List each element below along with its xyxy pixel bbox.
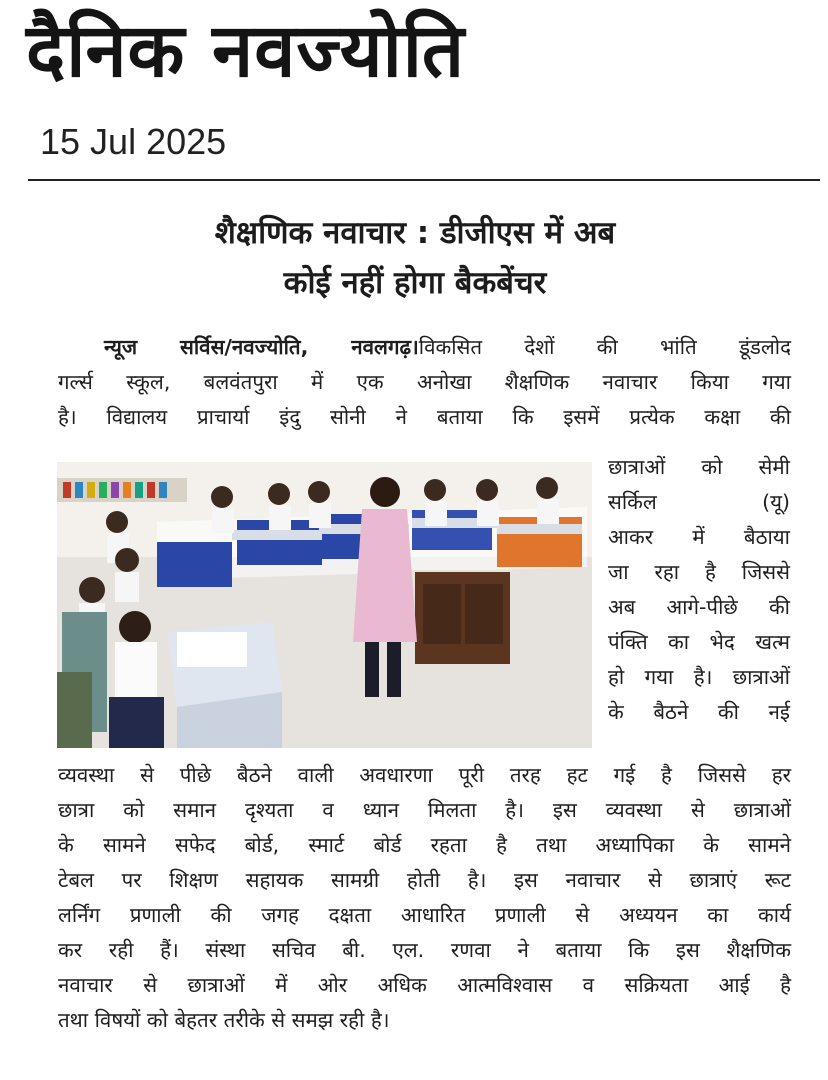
article-line: जा रहा है जिससे (608, 560, 790, 584)
article-line: पंक्ति का भेद खत्म (608, 630, 790, 654)
article-line: व्यवस्था से पीछे बैठने वाली अवधारणा पूरी तरह हट गई है जिससे हर (58, 763, 791, 787)
article-line: सर्किल (यू) (608, 490, 790, 514)
article-line: के सामने सफेद बोर्ड, स्मार्ट बोर्ड रहता है तथा अध्यापिका के सामने (58, 833, 791, 857)
article-line: टेबल पर शिक्षण सहायक सामग्री होती है। इस नवाचार से छात्राएं रूट (58, 868, 791, 892)
article-line: छात्रा को समान दृश्यता व ध्यान मिलता है। इस व्यवस्था से छात्राओं (58, 798, 791, 822)
article-line: नवाचार से छात्राओं में ओर अधिक आत्मविश्वास व सक्रियता आई है (58, 973, 791, 997)
header-divider (28, 179, 820, 181)
article-wrap-column (608, 450, 790, 730)
article-line: अब आगे-पीछे की (608, 595, 790, 619)
headline (60, 208, 770, 308)
masthead: दैनिक नवज्योति (26, 8, 466, 94)
headline-line-2: कोई नहीं होगा बैकबेंचर (283, 265, 547, 301)
article-line: है। विद्यालय प्राचार्या इंदु सोनी ने बताया कि इसमें प्रत्येक कक्षा की (58, 405, 791, 429)
classroom-photo (57, 462, 592, 748)
headline-line-1: शैक्षणिक नवाचार : डीजीएस में अब (214, 215, 616, 251)
article-line: गर्ल्स स्कूल, बलवंतपुरा में एक अनोखा शैक्षणिक नवाचार किया गया (58, 370, 791, 394)
article-line: लर्निंग प्रणाली की जगह दक्षता आधारित प्रणाली से अध्ययन का कार्य (58, 903, 791, 927)
article-line: कर रही हैं। संस्था सचिव बी. एल. रणवा ने बताया कि इस शैक्षणिक (58, 938, 791, 962)
article-line: आकर में बैठाया (608, 525, 790, 549)
article-line: छात्राओं को सेमी (608, 455, 790, 479)
article-line: हो गया है। छात्राओं (608, 665, 790, 689)
article-line-last: तथा विषयों को बेहतर तरीके से समझ रही है। (58, 1008, 390, 1032)
article-intro (58, 330, 791, 435)
article-text: विकसित देशों की भांति डूंडलोद (418, 335, 791, 359)
byline: न्यूज सर्विस/नवज्योति, नवलगढ़। (104, 335, 419, 359)
article-body (58, 758, 791, 1038)
publication-date: 15 Jul 2025 (40, 121, 227, 162)
article-line (58, 330, 791, 365)
article-line: के बैठने की नई (608, 700, 790, 724)
